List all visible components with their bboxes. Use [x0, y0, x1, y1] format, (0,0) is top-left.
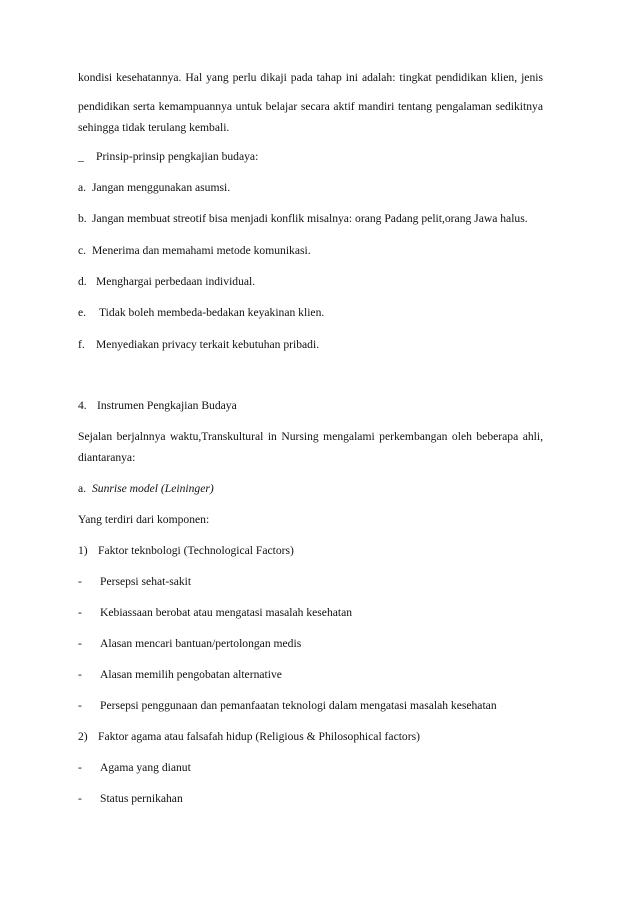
item-label: b. [78, 212, 87, 225]
item-label: f. [78, 338, 85, 351]
section-heading [78, 399, 237, 413]
bullet-text: Persepsi penggunaan dan pemanfaatan teknologi dalam mengatasi masalah kesehatan [100, 699, 497, 712]
factor-title: Faktor teknbologi (Technological Factors) [98, 544, 294, 557]
bullet-text: Status pernikahan [100, 792, 183, 805]
bullet-item [78, 637, 301, 651]
factor-number: 1) [78, 544, 88, 557]
item-label: e. [78, 306, 87, 319]
item-text: Jangan membuat streotif bisa menjadi konflik misalnya: orang Padang pelit,orang Jawa halus. [92, 212, 528, 225]
components-intro: Yang terdiri dari komponen: [78, 513, 210, 526]
dash-marker: - [78, 575, 82, 588]
dash-marker: - [78, 637, 82, 650]
list-marker: _ [78, 150, 84, 163]
paragraph-line: kondisi kesehatannya. Hal yang perlu dikaji pada tahap ini adalah: tingkat pendidikan klien, jenis [78, 71, 543, 84]
item-label: a. [78, 181, 87, 194]
heading-text: Prinsip-prinsip pengkajian budaya: [96, 150, 259, 163]
dash-marker: - [78, 606, 82, 619]
factor-heading [78, 544, 294, 558]
item-text: Menyediakan privacy terkait kebutuhan pribadi. [96, 338, 320, 351]
paragraph-line: Sejalan berjalnnya waktu,Transkultural in Nursing mengalami perkembangan oleh beberapa ahli, [78, 430, 543, 443]
principles-heading [78, 150, 258, 164]
bullet-item [78, 761, 191, 775]
bullet-text: Alasan memilih pengobatan alternative [100, 668, 282, 681]
bullet-item [78, 792, 183, 806]
paragraph-line: pendidikan serta kemampuannya untuk belajar secara aktif mandiri tentang pengalaman sedikitnya [78, 100, 543, 113]
bullet-text: Kebiassaan berobat atau mengatasi masalah kesehatan [100, 606, 353, 619]
paragraph-line: sehingga tidak terulang kembali. [78, 121, 230, 134]
item-text: Tidak boleh membeda-bedakan keyakinan klien. [99, 306, 325, 319]
factor-number: 2) [78, 730, 88, 743]
item-text: Menghargai perbedaan individual. [96, 275, 256, 288]
dash-marker: - [78, 792, 82, 805]
item-text: Menerima dan memahami metode komunikasi. [92, 244, 311, 257]
bullet-text: Alasan mencari bantuan/pertolongan medis [100, 637, 302, 650]
dash-marker: - [78, 668, 82, 681]
list-item [78, 275, 255, 289]
list-item [78, 244, 311, 258]
list-item [78, 338, 319, 352]
factor-title: Faktor agama atau falsafah hidup (Religious & Philosophical factors) [98, 730, 420, 743]
list-item [78, 212, 528, 226]
item-label: a. [78, 482, 87, 495]
dash-marker: - [78, 699, 82, 712]
bullet-text: Persepsi sehat-sakit [100, 575, 192, 588]
bullet-item [78, 668, 282, 682]
list-item [78, 306, 324, 320]
bullet-text: Agama yang dianut [100, 761, 191, 774]
bullet-item [78, 575, 191, 589]
section-number: 4. [78, 399, 87, 412]
item-text: Jangan menggunakan asumsi. [92, 181, 231, 194]
section-title: Instrumen Pengkajian Budaya [97, 399, 237, 412]
bullet-item [78, 606, 352, 620]
list-item [78, 181, 230, 195]
dash-marker: - [78, 761, 82, 774]
model-name: Sunrise model (Leininger) [92, 482, 214, 495]
model-item [78, 482, 214, 496]
item-label: c. [78, 244, 87, 257]
bullet-item [78, 699, 497, 713]
item-label: d. [78, 275, 87, 288]
paragraph-line: diantaranya: [78, 451, 136, 464]
factor-heading [78, 730, 420, 744]
